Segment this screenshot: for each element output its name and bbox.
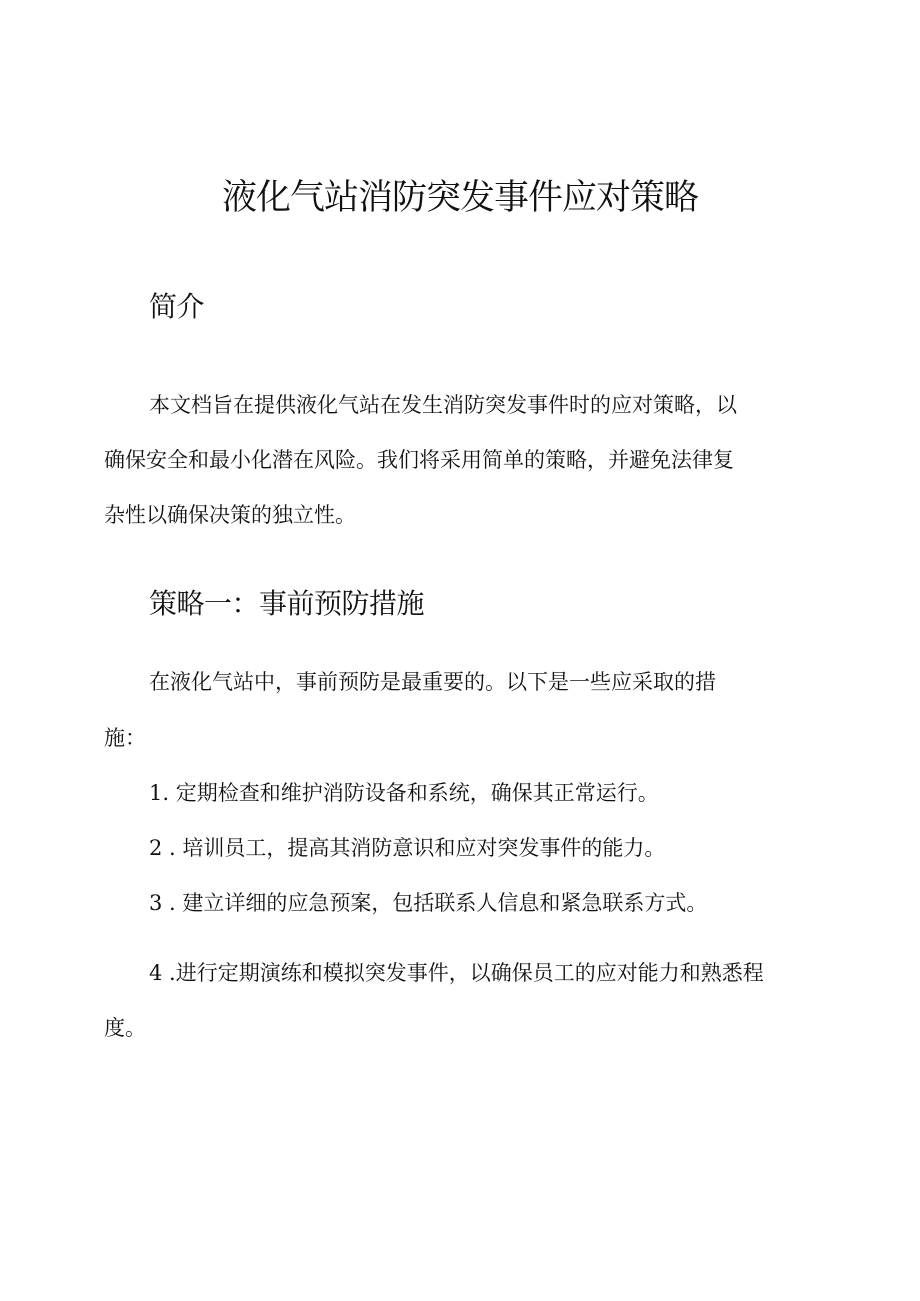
list-item: 4 .进行定期演练和模拟突发事件，以确保员工的应对能力和熟悉程 [149, 961, 764, 985]
strategy-intro-line-1: 在液化气站中，事前预防是最重要的。以下是一些应采取的措 [149, 670, 716, 694]
intro-line-3: 杂性以确保决策的独立性。 [104, 503, 356, 527]
section-heading-intro: 简介 [149, 290, 205, 323]
list-item: 3 . 建立详细的应急预案，包括联系人信息和紧急联系方式。 [149, 891, 708, 915]
list-item: 2 . 培训员工，提高其消防意识和应对突发事件的能力。 [149, 836, 666, 860]
intro-paragraph [104, 378, 804, 543]
list-item-continuation: 度。 [104, 1016, 146, 1040]
section-heading-strategy-1: 策略一：事前预防措施 [149, 587, 425, 620]
intro-line-1: 本文档旨在提供液化气站在发生消防突发事件时的应对策略，以 [149, 393, 737, 417]
strategy-intro-line-2: 施： [104, 726, 146, 750]
intro-line-2: 确保安全和最小化潜在风险。我们将采用简单的策略，并避免法律复 [104, 448, 734, 472]
list-item: 1. 定期检查和维护消防设备和系统，确保其正常运行。 [149, 781, 659, 805]
document-title: 液化气站消防突发事件应对策略 [221, 178, 698, 218]
